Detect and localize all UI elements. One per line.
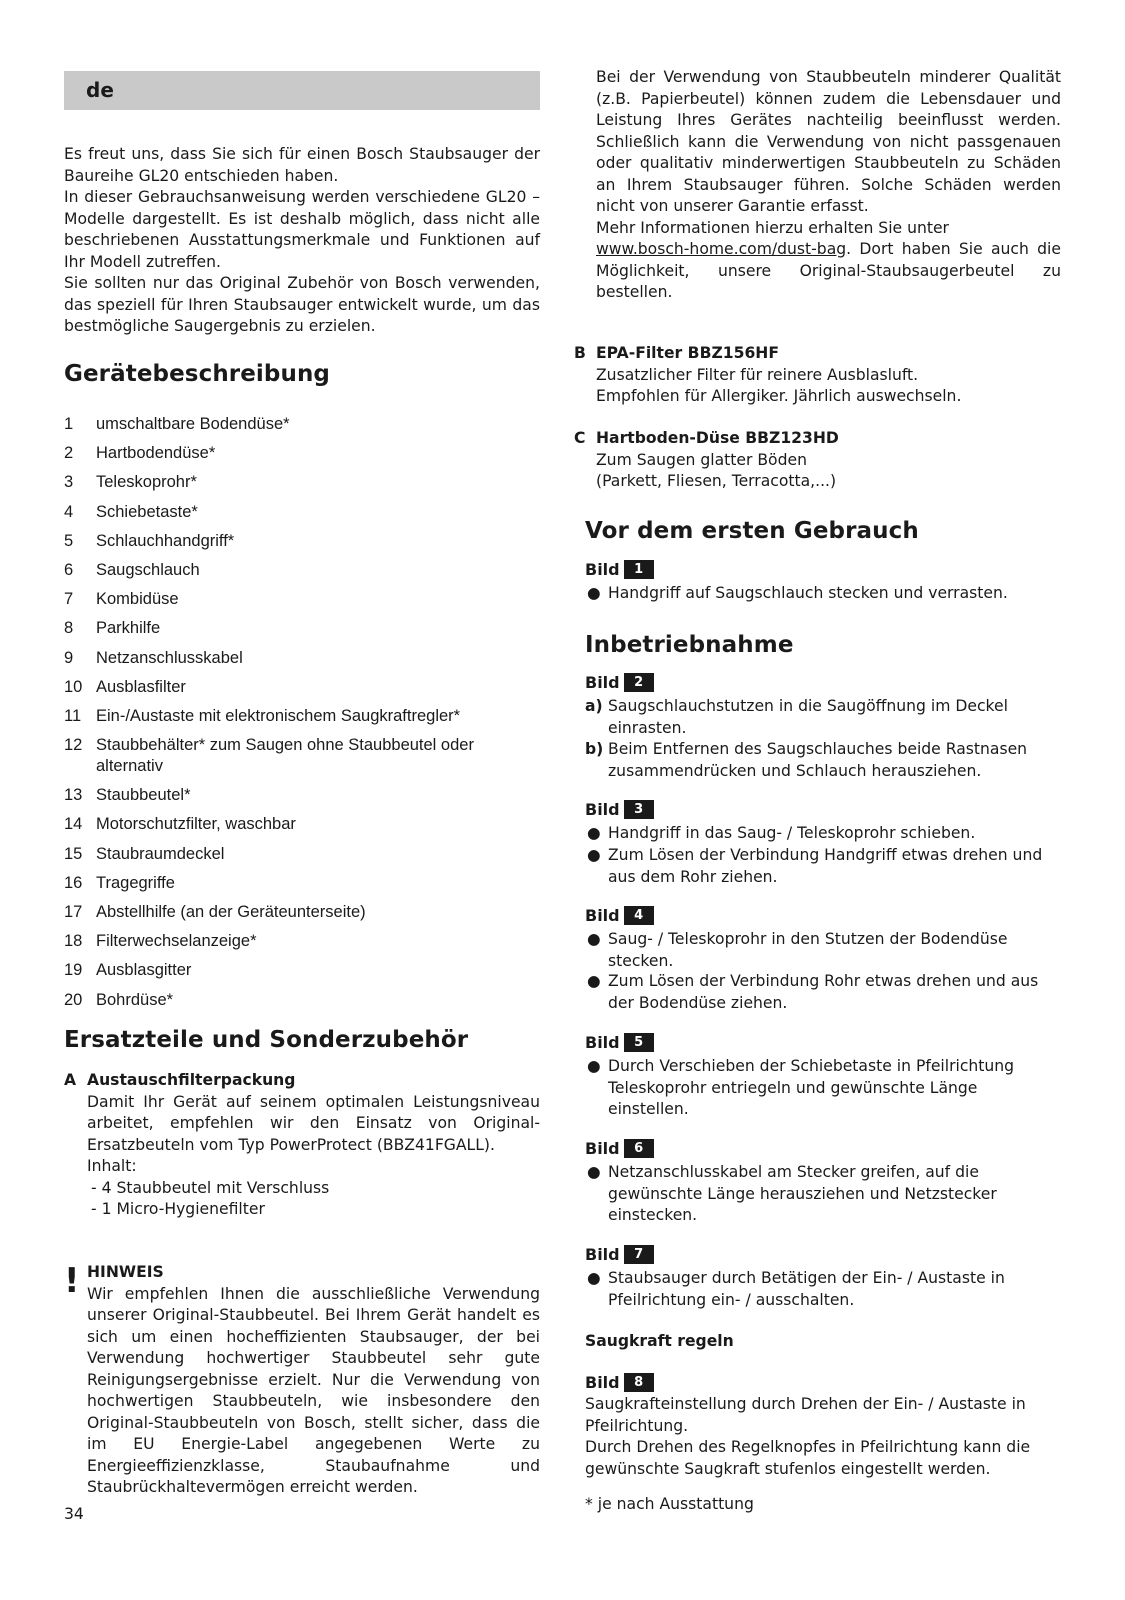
list-item: 5 Schlauchhandgriff* (64, 531, 235, 550)
accessory-line: Zum Saugen glatter Böden (596, 450, 807, 469)
note-title: HINWEIS (87, 1263, 164, 1281)
accessory-label: A (64, 1071, 77, 1089)
subheading-suction: Saugkraft regeln (585, 1332, 734, 1350)
page-number: 34 (64, 1505, 84, 1523)
accessory-contents-item: - 1 Micro-Hygienefilter (91, 1200, 265, 1218)
accessory-line: (Parkett, Fliesen, Terracotta,...) (596, 472, 837, 490)
link-after-text: . Dort haben Sie auch die Möglichkeit, unsere Original-Staubsaugerbeutel zu bestellen. (596, 240, 1061, 301)
list-item: 18 Filterwechselanzeige* (64, 932, 257, 951)
list-item: 14 Motorschutzfilter, waschbar (64, 815, 296, 834)
accessory-a (64, 1070, 540, 1221)
figure-number-badge: 8 (624, 1373, 654, 1392)
heading-first-use: Vor dem ersten Gebrauch (585, 518, 919, 544)
language-code: de (86, 78, 114, 102)
suction-text (585, 1394, 1061, 1480)
list-item: 20 Bohrdüse* (64, 990, 174, 1009)
intro-paragraph: Es freut uns, dass Sie sich für einen Bosch Staubsauger der Baureihe GL20 entschieden haben. (64, 145, 540, 185)
language-bar (64, 71, 540, 110)
bullet-icon: ● (587, 824, 601, 842)
accessory-c (574, 428, 1061, 493)
figure-ref: Bild 8 (585, 1373, 654, 1393)
figure-ref: Bild 3 (585, 800, 654, 820)
bullet-item: ● Handgriff in das Saug- / Teleskoprohr schieben. (585, 823, 1061, 845)
heading-spare-parts: Ersatzteile und Sonderzubehör (64, 1027, 469, 1053)
step-item: b) Beim Entfernen des Saugschlauches beide Rastnasen zusammendrücken und Schlauch herausziehen. (585, 740, 1028, 780)
bullet-icon: ● (587, 1057, 601, 1075)
intro-paragraph: In dieser Gebrauchsanweisung werden verschiedene GL20 – Modelle dargestellt. Es ist deshalb möglich, dass nicht alle beschriebenen Ausstattungsmerkmale und Funktionen auf Ihr Modell zutreffen. (64, 188, 540, 271)
figure-number-badge: 3 (624, 800, 654, 819)
accessory-line: Empfohlen für Allergiker. Jährlich auswechseln. (596, 387, 962, 405)
list-item: 17 Abstellhilfe (an der Geräteunterseite) (64, 903, 366, 921)
list-item: 9 Netzanschlusskabel (64, 648, 243, 667)
intro-text (64, 144, 540, 338)
bullet-icon: ● (587, 584, 601, 602)
dust-bag-link[interactable]: www.bosch-home.com/dust-bag (596, 240, 847, 258)
heading-device-description: Gerätebeschreibung (64, 361, 330, 387)
link-paragraph (596, 239, 1061, 304)
list-item: 10 Ausblasfilter (64, 677, 186, 696)
figure-ref: Bild 1 (585, 560, 654, 580)
list-item: 19 Ausblasgitter (64, 961, 192, 980)
accessory-contents-label: Inhalt: (87, 1157, 137, 1175)
intro-paragraph: Sie sollten nur das Original Zubehör von Bosch verwenden, das speziell für Ihren Staubsauger entwickelt wurde, um das bestmögliche Saugergebnis zu erzielen. (64, 274, 540, 335)
more-info-text: Mehr Informationen hierzu erhalten Sie unter (596, 218, 949, 237)
accessory-title: EPA-Filter BBZ156HF (596, 344, 780, 362)
figure-ref: Bild 5 (585, 1033, 654, 1053)
suction-paragraph: Durch Drehen des Regelknopfes in Pfeilrichtung kann die gewünschte Saugkraft stufenlos eingestellt werden. (585, 1438, 1031, 1478)
bullet-icon: ● (587, 972, 601, 990)
accessory-b (574, 343, 1061, 408)
parts-list (64, 414, 540, 1019)
figure-ref: Bild 2 (585, 673, 654, 693)
figure-number-badge: 2 (624, 673, 654, 692)
list-item: 15 Staubraumdeckel (64, 844, 225, 863)
figure-number-badge: 4 (624, 906, 654, 925)
list-item: 6 Saugschlauch (64, 560, 200, 579)
list-item: 13 Staubbeutel* (64, 786, 191, 805)
bullet-item: ● Staubsauger durch Betätigen der Ein- / Austaste in Pfeilrichtung ein- / ausschalten. (587, 1269, 1005, 1309)
accessory-contents-item: - 4 Staubbeutel mit Verschluss (91, 1178, 330, 1197)
accessory-label: B (574, 344, 586, 362)
accessory-text: Damit Ihr Gerät auf seinem optimalen Leistungsniveau arbeitet, empfehlen wir den Einsatz von Original-Ersatzbeuteln vom Typ PowerProtect (BBZ41FGALL). (87, 1092, 540, 1154)
figure-number-badge: 1 (624, 560, 654, 579)
list-item: 11 Ein-/Austaste mit elektronischem Saugkraftregler* (64, 706, 461, 725)
footnote: * je nach Ausstattung (585, 1495, 754, 1513)
figure-number-badge: 6 (624, 1139, 654, 1158)
list-item: 8 Parkhilfe (64, 619, 161, 638)
list-item: 16 Tragegriffe (64, 873, 175, 892)
figure-ref: Bild 6 (585, 1139, 654, 1159)
figure-ref: Bild 4 (585, 906, 654, 926)
bullet-item: ● Netzanschlusskabel am Stecker greifen, auf die gewünschte Länge herausziehen und Netzstecker einstecken. (587, 1163, 997, 1224)
step-item: a) Saugschlauchstutzen in die Saugöffnung im Deckel einrasten. (585, 697, 1008, 737)
bullet-icon: ● (587, 930, 601, 948)
bullet-item: ● Durch Verschieben der Schiebetaste in Pfeilrichtung Teleskoprohr entriegeln und gewünschte Länge einstellen. (587, 1057, 1015, 1118)
bullet-item: ● Zum Lösen der Verbindung Handgriff etwas drehen und aus dem Rohr ziehen. (587, 846, 1043, 886)
bullet-item: ● Zum Lösen der Verbindung Rohr etwas drehen und aus der Bodendüse ziehen. (587, 972, 1039, 1012)
figure-ref: Bild 7 (585, 1245, 654, 1265)
list-item: 4 Schiebetaste* (64, 502, 198, 521)
note-block (64, 1262, 540, 1499)
bullet-icon: ● (587, 846, 601, 864)
suction-paragraph: Saugkrafteinstellung durch Drehen der Ein- / Austaste in Pfeilrichtung. (585, 1395, 1026, 1435)
list-item: 12 Staubbehälter* zum Saugen ohne Staubbeutel oder alternativ (64, 736, 474, 776)
note-text: Wir empfehlen Ihnen die ausschließliche Verwendung unserer Original-Staubbeutel. Bei Ihrem Gerät handelt es sich um einen hocheffizienten Staubsauger, der bei Verwendung hochwertiger Staubbeutel sehr gute Reinigungsergebnisse erzielt. Nur die Verwendung von hochwertigen Staubbeuteln, wie insbesondere den Original-Staubbeuteln von Bosch, stellt sicher, dass die im EU Energie-Label angegebenen Werte zu Energieeffizienzklasse, Staubaufnahme und Staubrückhaltevermögen erreicht werden. (87, 1284, 540, 1496)
bullet-item: ● Handgriff auf Saugschlauch stecken und verrasten. (585, 583, 1061, 605)
warning-icon: ! (64, 1261, 80, 1301)
bullet-icon: ● (587, 1269, 601, 1287)
note-continued-text: Bei der Verwendung von Staubbeuteln minderer Qualität (z.B. Papierbeutel) können zudem die Lebensdauer und Leistung Ihres Gerätes nachteilig beeinflusst werden. Schließlich kann die Verwendung von nicht passgenauen oder qualitativ minderwertigen Staubbeuteln zu Schäden an Ihrem Staubsauger führen. Solche Schäden werden nicht von unserer Garantie erfasst. (596, 68, 1061, 215)
heading-startup: Inbetriebnahme (585, 632, 794, 658)
note-continued (585, 67, 1061, 304)
figure-number-badge: 7 (624, 1245, 654, 1264)
accessory-line: Zusatzlicher Filter für reinere Ausblasluft. (596, 365, 919, 384)
figure-number-badge: 5 (624, 1033, 654, 1052)
accessory-title: Austauschfilterpackung (87, 1071, 296, 1089)
accessory-title: Hartboden-Düse BBZ123HD (596, 429, 839, 447)
list-item: 2 Hartbodendüse* (64, 444, 216, 463)
accessory-label: C (574, 429, 586, 447)
bullet-item: ● Saug- / Teleskoprohr in den Stutzen der Bodendüse stecken. (587, 930, 1008, 970)
list-item: 7 Kombidüse (64, 590, 179, 609)
list-item: 1 umschaltbare Bodendüse* (64, 415, 290, 433)
bullet-icon: ● (587, 1163, 601, 1181)
list-item: 3 Teleskoprohr* (64, 473, 197, 492)
